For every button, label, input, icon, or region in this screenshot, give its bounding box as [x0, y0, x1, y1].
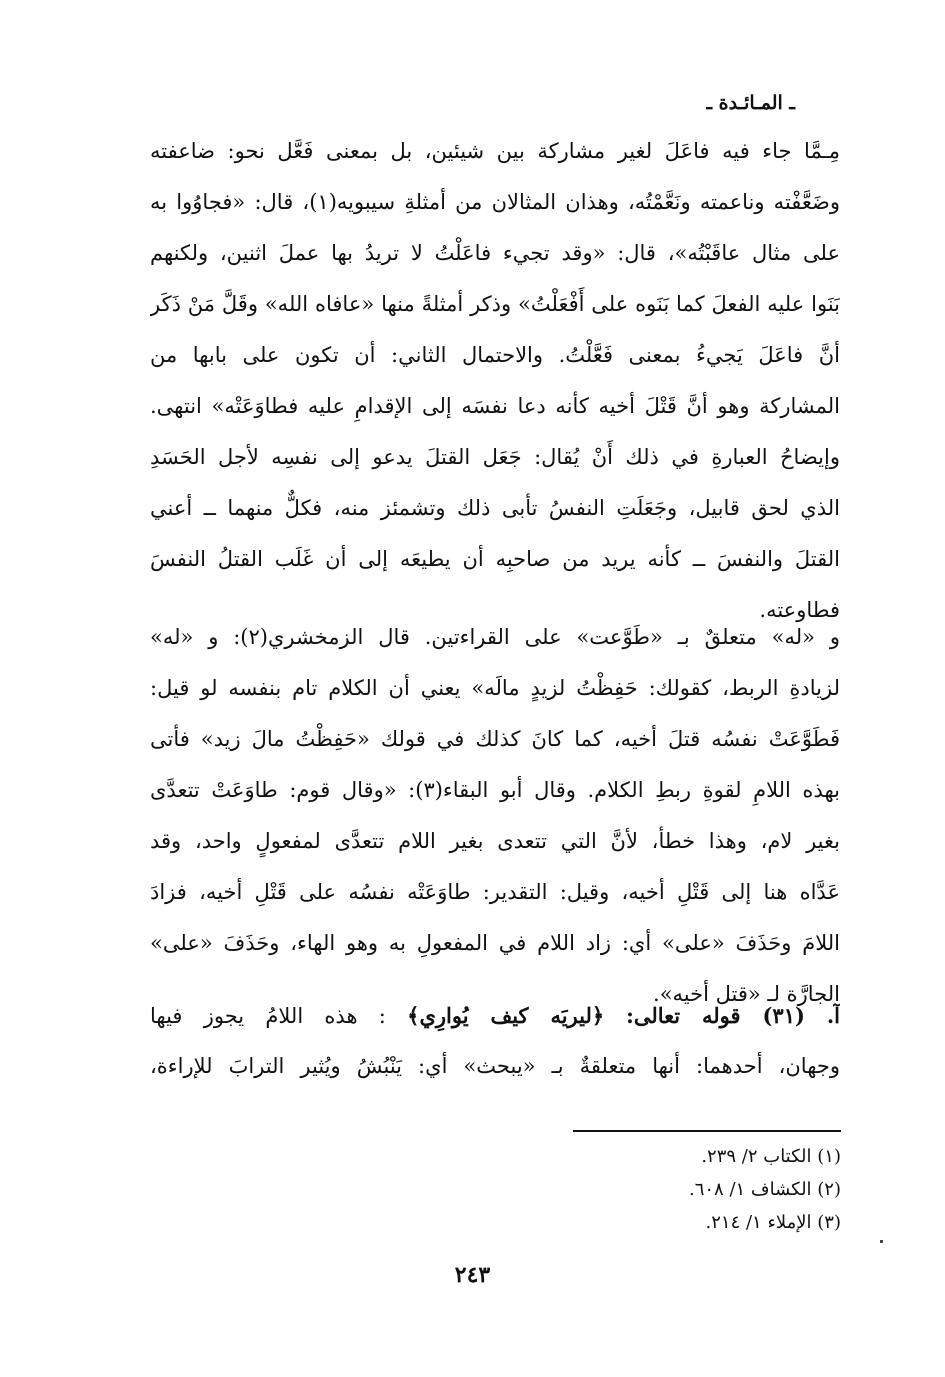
paragraph-commentary-2	[150, 612, 840, 1020]
text-line: و «له» متعلقٌ بـ «طَوَّعت» على القراءتين. قال الزمخشري(٢): و «له»	[150, 625, 840, 649]
text-line: الذي لحق قابيل، وجَعَلَتِ النفسُ تأبى ذلك وتشمئز منه، فكلٌّ منهما ــ أعني	[150, 496, 840, 520]
text-line: بغير لام، وهذا خطأ، لأنَّ التي تتعدى بغير اللام تتعدَّى لمفعولٍ واحد، وقد	[150, 829, 840, 853]
text-line: اللامَ وحَذَفَ «على» أي: زاد اللام في المفعولِ به وهو الهاء، وحَذَفَ «على»	[150, 931, 840, 955]
verse-heading-rest: : هذه اللامُ يجوز فيها	[150, 1004, 386, 1028]
footnotes	[441, 1140, 841, 1239]
scan-speck	[880, 1240, 883, 1243]
footnote-2: (٢) الكشاف ١/ ٦٠٨.	[688, 1179, 841, 1200]
text-line: القتلَ والنفسَ ــ كأنه يريد من صاحبِه أن يطيعَه إلى أن غَلَب القتلُ النفسَ	[150, 547, 840, 571]
verse-heading: آ. (٣١) قوله تعالى: ﴿ليريَه كيف يُوارِي﴾	[407, 1003, 840, 1028]
text-line: فَطَوَّعَتْ نفسُه قتلَ أخيه، كما كانَ كذلك في قولك «حَفِظْتُ مالَ زيد» فأتى	[150, 727, 840, 751]
text-line: المشاركة وهو أنَّ قَتْلَ أخيه كأنه دعا نفسَه إلى الإقدامِ عليه فطاوَعَتْه» انتهى.	[150, 394, 840, 418]
text-line: على مثال عاقَبْتُه»، قال: «وقد تجيء فاعَلْتُ لا تريدُ بها عملَ اثنين، ولكنهم	[150, 241, 840, 265]
text-line: فطاوعته.	[759, 598, 840, 622]
text-line: مِـمَّا جاء فيه فاعَلَ لغير مشاركة بين شيئين، بل بمعنى فَعَّل نحو: ضاعفته	[150, 139, 840, 163]
footnote-divider	[573, 1130, 841, 1132]
page-number: ٢٤٣	[454, 1262, 491, 1288]
text-line: بَنَوا عليه الفعلَ كما بَنَوه على أَفْعَلْتُ» وذكر أمثلةً منها «عافاه الله» وقَلَّ مَنْ ذَكَر	[150, 292, 840, 316]
paragraph-verse-31	[150, 990, 840, 1092]
text-line: وإيضاحُ العبارةِ في ذلك أَنْ يُقال: جَعَل القتلَ يدعو إلى نفسِه لأجل الحَسَدِ	[150, 445, 840, 469]
text-line: أنَّ فاعَلَ يَجيءُ بمعنى فَعَّلْتُ. والاحتمال الثاني: أن تكون على بابها من	[150, 343, 840, 367]
text-line	[150, 990, 840, 1041]
text-line: لزيادةِ الربط، كقولك: حَفِظْتُ لزيدٍ مالَه» يعني أن الكلام تام بنفسه لو قيل:	[150, 676, 840, 700]
text-line: وضَعَّفْته وناعمته ونَعَّمْتُه، وهذان المثالان من أمثلةِ سيبويه(١)، قال: «فجاوُوا به	[150, 190, 840, 214]
text-line: وجهان، أحدهما: أنها متعلقةٌ بـ «يبحث» أي: يَنْبُشُ ويُثير الترابَ للإراءة،	[150, 1054, 840, 1078]
footnote-1: (١) الكتاب ٢/ ٢٣٩.	[701, 1146, 841, 1167]
text-line: الجارَّة لـ «قتل أخيه».	[653, 982, 840, 1006]
text-line: بهذه اللامِ لقوةِ ربطِ الكلام. وقال أبو البقاء(٣): «وقال قوم: طاوَعَتْ تتعدَّى	[150, 778, 840, 802]
paragraph-commentary-1	[150, 126, 840, 636]
running-header: ـ المـائـدة ـ	[706, 92, 795, 114]
text-line: عَدَّاه هنا إلى قَتْلِ أخيه، وقيل: التقدير: طاوَعَتْه نفسُه على قَتْلِ أخيه، فزادَ	[150, 880, 840, 904]
footnote-3: (٣) الإملاء ١/ ٢١٤.	[705, 1212, 841, 1233]
